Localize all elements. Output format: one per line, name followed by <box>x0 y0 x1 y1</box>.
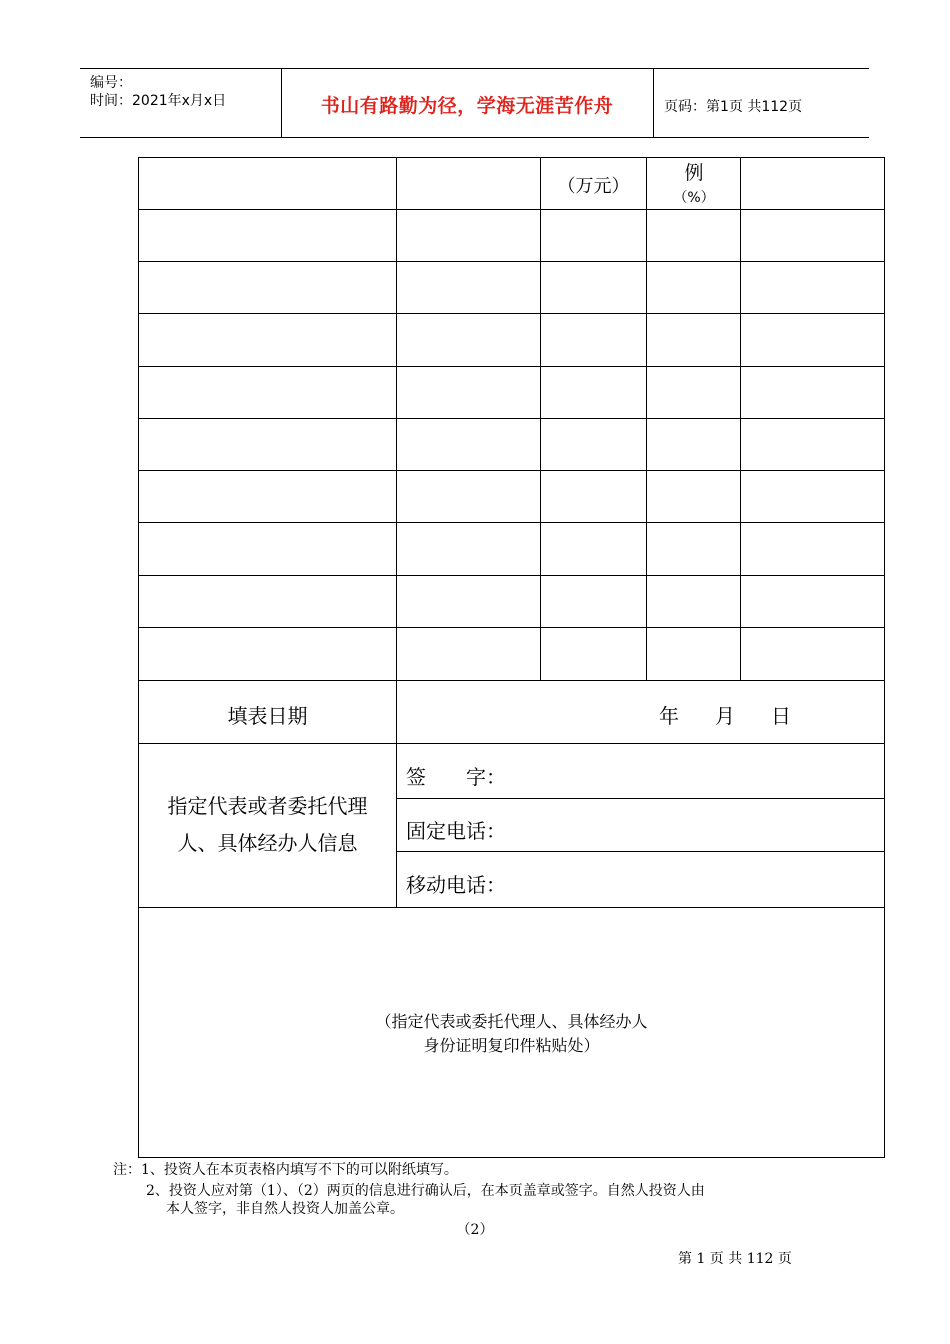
motto-text: 书山有路勤为径，学海无涯苦作舟 <box>320 95 614 117</box>
amount-unit-header: （万元） <box>557 176 630 197</box>
row-divider <box>138 627 885 628</box>
form-page-number: （2） <box>456 1222 494 1238</box>
agent-info-label <box>138 788 397 862</box>
page-info: 页码：第1页 共112页 <box>664 99 803 115</box>
ratio-header: 例 <box>684 162 704 184</box>
document-footer: 第 1 页 共 112 页 <box>678 1251 792 1267</box>
date-year-label: 年 <box>659 704 679 728</box>
agent-row-divider <box>397 851 885 852</box>
row-divider <box>138 743 885 744</box>
paste-area-line1: （指定代表或委托代理人、具体经办人 <box>375 1012 648 1031</box>
page-header <box>80 68 869 138</box>
column-divider <box>646 157 647 680</box>
date-label: 时间：2021年x月x日 <box>90 93 227 109</box>
agent-info-label-line2: 人、具体经办人信息 <box>177 831 358 855</box>
agent-info-label-line1: 指定代表或者委托代理 <box>167 794 368 818</box>
signature-field-label: 签 字： <box>406 765 506 789</box>
row-divider <box>138 261 885 262</box>
id-copy-paste-area <box>138 1010 885 1058</box>
row-divider <box>138 313 885 314</box>
row-divider <box>138 680 885 681</box>
paste-area-line2: 身份证明复印件粘贴处） <box>423 1036 600 1055</box>
date-month-label: 月 <box>715 704 735 728</box>
form-table-frame <box>138 157 885 1158</box>
column-divider <box>740 157 741 680</box>
note-1: 注：1、投资人在本页表格内填写不下的可以附纸填写。 <box>113 1162 458 1178</box>
note-2-line1: 2、投资人应对第（1）、（2）两页的信息进行确认后，在本页盖章或签字。自然人投资人由 <box>146 1183 705 1199</box>
header-motto-cell <box>281 69 654 137</box>
row-divider <box>138 366 885 367</box>
row-divider <box>138 522 885 523</box>
mobile-field-label: 移动电话： <box>406 873 506 897</box>
serial-number-label: 编号： <box>90 75 132 91</box>
note-2-line2: 本人签字，非自然人投资人加盖公章。 <box>166 1201 404 1217</box>
row-divider <box>138 470 885 471</box>
agent-row-divider <box>397 798 885 799</box>
row-divider <box>138 209 885 210</box>
header-right-cell <box>654 69 869 137</box>
row-divider <box>138 907 885 908</box>
column-divider <box>540 157 541 680</box>
ratio-unit-header: （%） <box>673 190 715 206</box>
landline-field-label: 固定电话： <box>406 819 506 843</box>
row-divider <box>138 418 885 419</box>
row-divider <box>138 575 885 576</box>
header-left-cell <box>80 69 282 137</box>
fill-date-label: 填表日期 <box>227 704 308 728</box>
date-day-label: 日 <box>771 704 791 728</box>
